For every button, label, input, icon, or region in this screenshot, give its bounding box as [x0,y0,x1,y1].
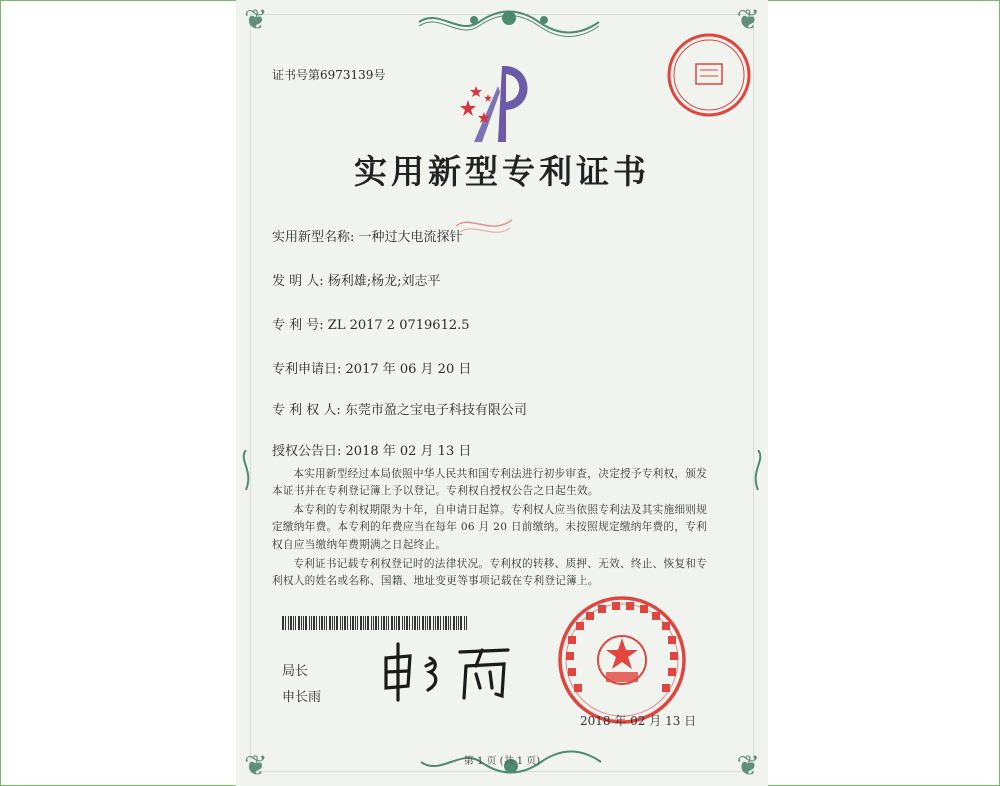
field-value: ZL 2017 2 0719612.5 [327,318,470,333]
field-label: 专利申请日: [272,362,342,377]
seal-date: 2018 年 02 月 13 日 [580,714,697,728]
right-ornament-icon [750,450,766,490]
field-label: 授权公告日: [272,444,342,459]
page-number: 第 1 页 (共 1 页) [463,756,541,767]
barcode-icon [282,616,470,630]
body-paragraph: 本实用新型经过本局依照中华人民共和国专利法进行初步审查，决定授予专利权，颁发本证书并在专利登记簿上予以登记。专利权自授权公告之日起生效。 [272,468,708,498]
field-utility-model-name [272,226,463,245]
patent-office-logo [454,56,546,146]
agency-stamp-image [664,30,754,120]
corner-ornament-icon: ❦ [244,3,268,36]
field-label: 专 利 权 人: [272,403,341,418]
director-title: 局长 [282,664,309,679]
signature-image [376,636,516,706]
left-ornament-icon [238,450,254,490]
field-inventor [272,270,441,289]
director-name: 申长雨 [282,690,322,705]
corner-ornament-icon: ❦ [736,749,760,782]
field-application-date [272,358,471,377]
field-value: 2018 年 02 月 13 日 [345,444,472,459]
body-paragraph: 专利证书记载专利权登记时的法律状况。专利权的转移、质押、无效、终止、恢复和专利权人的姓名或名称、国籍、地址变更等事项记载在专利登记簿上。 [272,558,708,588]
field-value: 东莞市盈之宝电子科技有限公司 [344,403,527,418]
field-value: 一种过大电流探针 [358,230,463,245]
corner-ornament-icon: ❦ [736,3,760,36]
top-ornament-icon [414,6,604,38]
field-label: 专 利 号: [272,318,324,333]
field-label: 发 明 人: [272,274,324,289]
field-value: 2017 年 06 月 20 日 [345,362,472,377]
corner-ornament-icon: ❦ [244,749,268,782]
field-patent-number [272,314,470,333]
certificate-number: 证书号第6973139号 [272,68,386,82]
field-label: 实用新型名称: [272,230,355,245]
field-value: 杨利雄;杨龙;刘志平 [327,274,441,289]
official-seal-image [556,594,688,726]
certificate-paper [236,0,768,786]
page-title: 实用新型专利证书 [354,152,650,191]
field-grant-date [272,440,471,459]
body-paragraph: 本专利的专利权期限为十年，自申请日起算。专利权人应当依照专利法及其实施细则规定缴纳年费。本专利的年费应当在每年 06 月 20 日前缴纳。未按照规定缴纳年费的，专利权自应当缴纳年费期满之日起终止。 [272,504,708,551]
field-patentee [272,399,527,418]
